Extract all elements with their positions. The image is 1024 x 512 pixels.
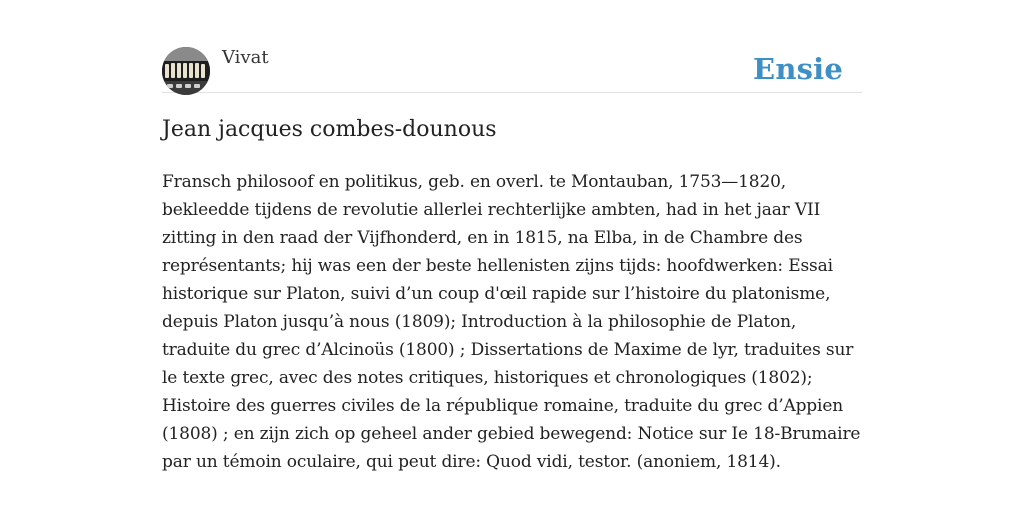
author-avatar[interactable] bbox=[162, 47, 210, 95]
article-body: Fransch philosoof en politikus, geb. en overl. te Montauban, 1753—1820, bekleedde tijdens de revolutie allerlei rechterlijke ambten, had in het jaar VII zitting in den raad der Vijfhonderd, en in 1815, na Elba, in de Chambre des représentants; hij was een der beste hellenisten zijns tijds: hoofdwerken: Essai historique sur Platon, suivi d’un coup d'œil rapide sur l’histoire du platonisme, depuis Platon jusqu’à nous (1809); Introduction à la philosophie de Platon, traduite du grec d’Alcinoüs (1800) ; Dissertations de Maxime de lyr, traduites sur le texte grec, avec des notes critiques, historiques et chronologiques (1802); Histoire des guerres civiles de la république romaine, traduite du grec d’Appien (1808) ; en zijn zich op geheel ander gebied bewegend: Notice sur Ie 18-Brumaire par un témoin oculaire, qui peut dire: Quod vidi, testor. (anoniem, 1814). bbox=[162, 172, 861, 472]
brand-logo[interactable]: Ensie bbox=[753, 52, 843, 86]
header bbox=[162, 46, 862, 93]
typewriter-keys-avatar-icon bbox=[162, 47, 210, 95]
article-title: Jean jacques combes-dounous bbox=[162, 117, 497, 142]
author-link[interactable]: Vivat bbox=[222, 47, 269, 68]
